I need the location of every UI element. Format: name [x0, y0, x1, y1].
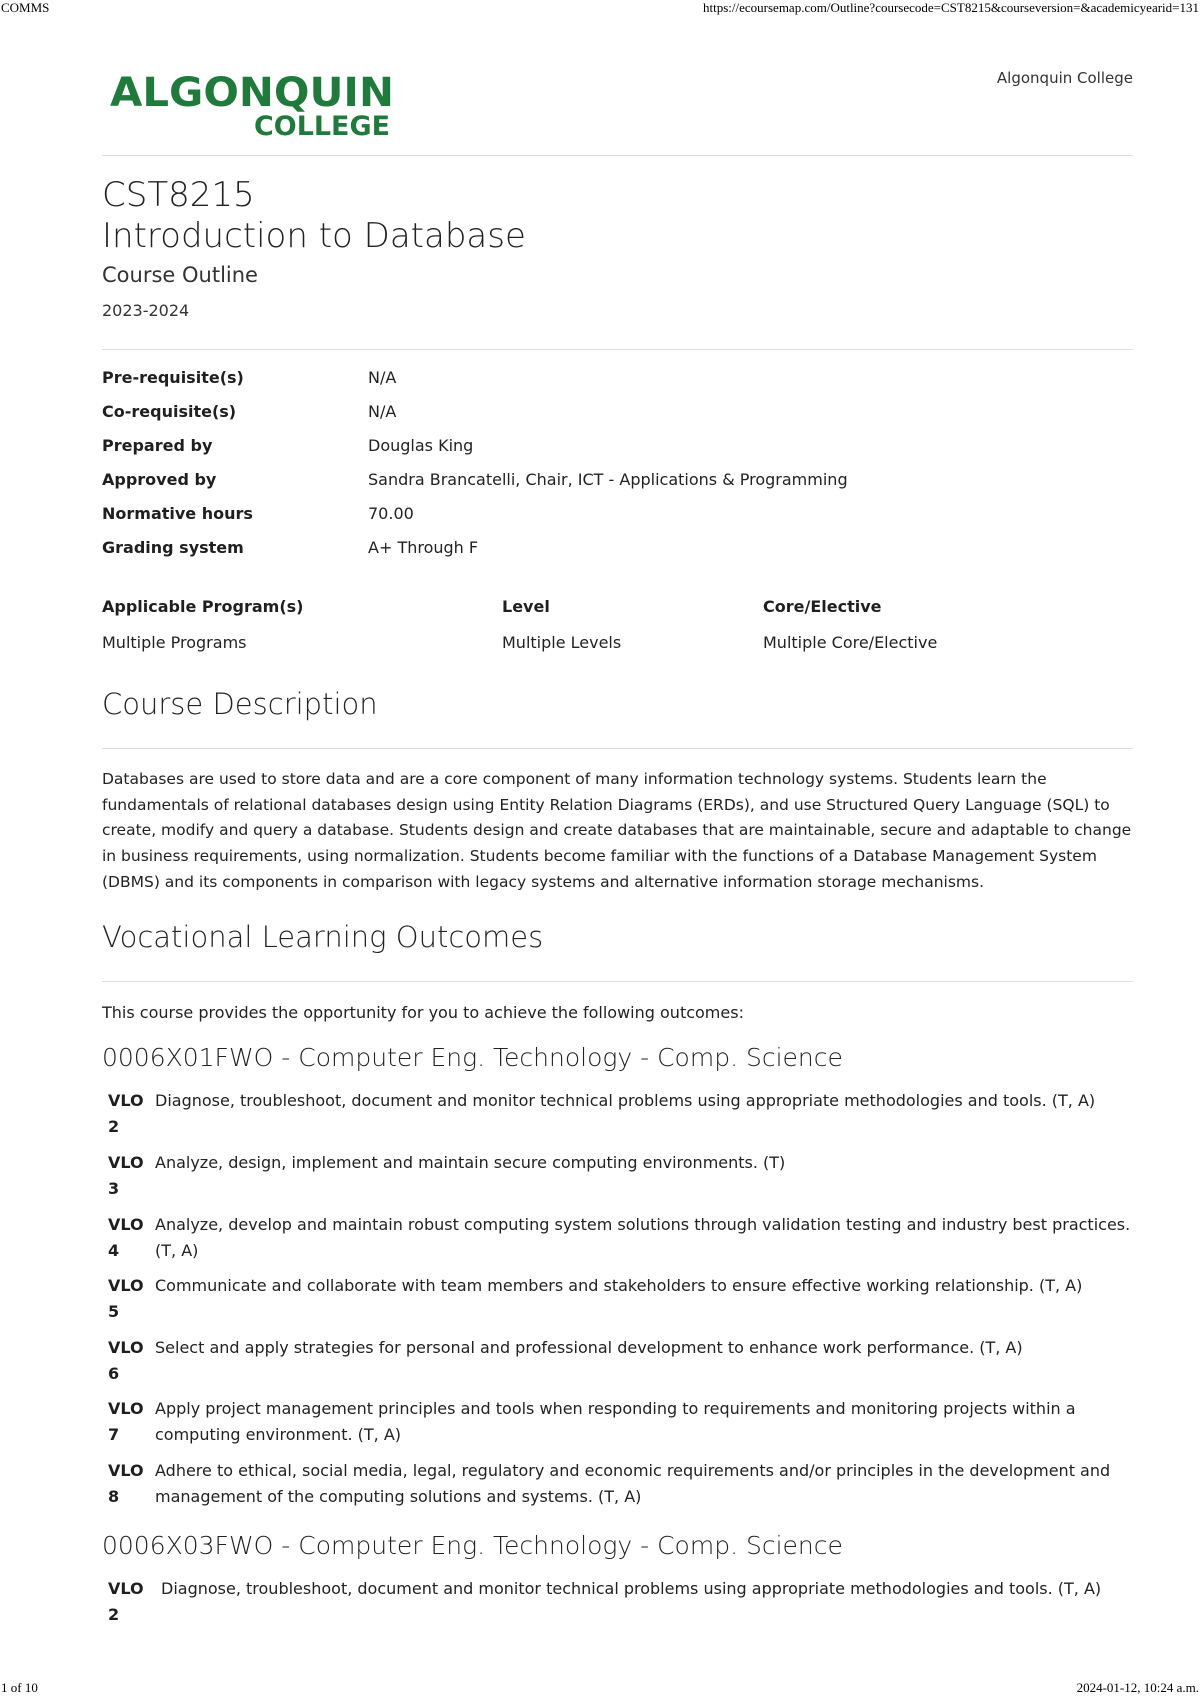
- print-datetime: 2024-01-12, 10:24 a.m.: [1076, 1680, 1199, 1695]
- logo-line2: COLLEGE: [254, 111, 390, 138]
- info-label: Prepared by: [102, 436, 213, 455]
- info-value: N/A: [368, 402, 397, 421]
- core-elective-header: Core/Elective: [763, 597, 882, 616]
- level-header: Level: [502, 597, 550, 616]
- info-value: Sandra Brancatelli, Chair, ICT - Applications & Programming: [368, 470, 848, 489]
- vlo-tag: VLO 8: [108, 1461, 144, 1506]
- vlo-text: Analyze, design, implement and maintain secure computing environments. (T): [155, 1153, 786, 1172]
- vlo-tag: VLO 6: [108, 1338, 144, 1383]
- course-title: Introduction to Database: [102, 216, 526, 256]
- info-label: Grading system: [102, 538, 244, 557]
- vlo-text: Analyze, develop and maintain robust computing system solutions through validation testing and industry best practices. (T, A): [155, 1215, 1131, 1260]
- vlo-text: Select and apply strategies for personal and professional development to enhance work performance. (T, A): [155, 1338, 1023, 1357]
- vlo-tag: VLO 7: [108, 1399, 144, 1444]
- course-description-heading: Course Description: [102, 687, 378, 721]
- print-footer: [0, 1680, 1200, 1696]
- vlo-tag: VLO 4: [108, 1215, 144, 1260]
- vlo-tag: VLO 2: [108, 1091, 144, 1136]
- vlo-intro: This course provides the opportunity for you to achieve the following outcomes:: [102, 1003, 744, 1022]
- institution-name: Algonquin College: [996, 69, 1133, 87]
- description-divider: [102, 748, 1133, 749]
- course-description-text: Databases are used to store data and are a core component of many information technology systems. Students learn the fundamentals of relational databases design using Entity Relation Diagrams (ERDs), and use Structured Query Language (SQL) to create, modify and query a database. Students design and create databases that are maintainable, secure and adaptable to change in business requirements, using normalization. Students become familiar with the functions of a Database Management System (DBMS) and its components in comparison with legacy systems and alternative information storage mechanisms.: [102, 770, 1132, 891]
- print-header: [0, 0, 1200, 16]
- course-subtitle: Course Outline: [102, 263, 258, 287]
- algonquin-college-logo: [108, 70, 398, 138]
- vlo-heading: Vocational Learning Outcomes: [102, 920, 544, 954]
- print-header-url[interactable]: https://ecoursemap.com/Outline?coursecode=CST8215&courseversion=&academicyearid=131: [703, 0, 1199, 15]
- info-label: Normative hours: [102, 504, 253, 523]
- vlo-divider: [102, 981, 1133, 982]
- core-elective-value: Multiple Core/Elective: [763, 633, 938, 652]
- logo-line1: ALGONQUIN: [110, 70, 394, 116]
- vlo-text: Diagnose, troubleshoot, document and monitor technical problems using appropriate methodologies and tools. (T, A): [161, 1579, 1102, 1598]
- page-number: 1 of 10: [1, 1680, 38, 1695]
- program-heading: 0006X03FWO - Computer Eng. Technology - Comp. Science: [102, 1531, 843, 1560]
- vlo-text: Diagnose, troubleshoot, document and monitor technical problems using appropriate methodologies and tools. (T, A): [155, 1091, 1096, 1110]
- info-value: N/A: [368, 368, 397, 387]
- vlo-tag: VLO 5: [108, 1276, 144, 1321]
- info-label: Pre-requisite(s): [102, 368, 244, 387]
- program-heading: 0006X01FWO - Computer Eng. Technology - Comp. Science: [102, 1043, 843, 1072]
- info-value: Douglas King: [368, 436, 474, 455]
- header-divider: [102, 155, 1133, 156]
- vlo-text: Adhere to ethical, social media, legal, regulatory and economic requirements and/or principles in the development and management of the computing solutions and systems. (T, A): [155, 1461, 1111, 1506]
- course-code: CST8215: [102, 175, 255, 215]
- course-year: 2023-2024: [102, 301, 190, 320]
- info-value: A+ Through F: [368, 538, 479, 557]
- info-label: Approved by: [102, 470, 217, 489]
- info-value: 70.00: [368, 504, 414, 523]
- level-value: Multiple Levels: [502, 633, 622, 652]
- vlo-text: Apply project management principles and tools when responding to requirements and monitoring projects within a computing environment. (T, A): [155, 1399, 1076, 1444]
- programs-header: Applicable Program(s): [102, 597, 304, 616]
- programs-value: Multiple Programs: [102, 633, 247, 652]
- info-label: Co-requisite(s): [102, 402, 237, 421]
- print-header-label: COMMS: [1, 0, 50, 15]
- title-divider: [102, 349, 1133, 350]
- vlo-tag: VLO 2: [108, 1579, 144, 1624]
- vlo-text: Communicate and collaborate with team members and stakeholders to ensure effective working relationship. (T, A): [155, 1276, 1083, 1295]
- vlo-tag: VLO 3: [108, 1153, 144, 1198]
